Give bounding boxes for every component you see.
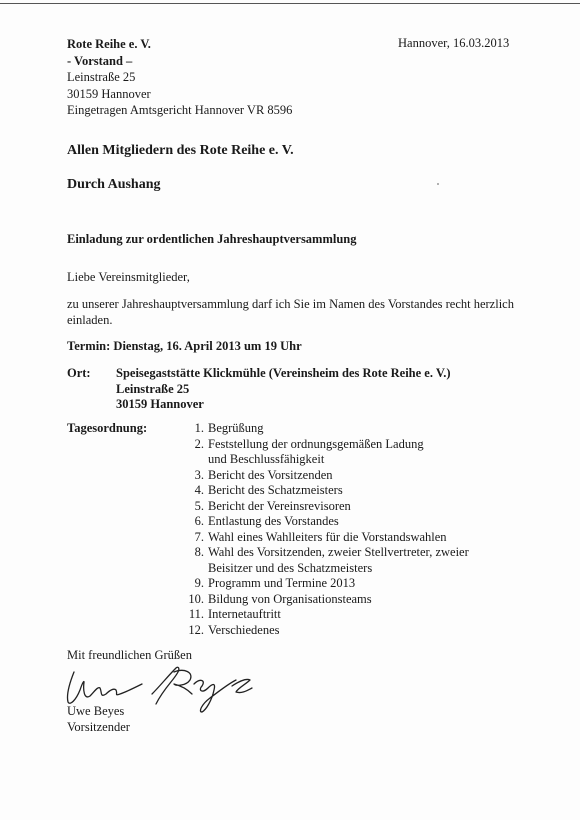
agenda-item-text: Bildung von Organisationsteams	[208, 591, 372, 606]
agenda-item-text: Verschiedenes	[208, 622, 280, 637]
agenda-item	[186, 437, 486, 468]
agenda-item-number: 9.	[194, 576, 204, 590]
agenda-item-number: 1.	[194, 421, 204, 435]
location-venue: Speisegaststätte Klickmühle (Vereinsheim des Rote Reihe e. V.)	[116, 366, 451, 380]
agenda-item-number: 12.	[188, 622, 204, 637]
posting-note: Durch Aushang	[67, 177, 161, 192]
agenda-item-text: Feststellung der ordnungsgemäßen Ladung und Beschlussfähigkeit	[208, 436, 424, 466]
sender-city: 30159 Hannover	[67, 86, 151, 101]
sender-street: Leinstraße 25	[67, 70, 136, 84]
agenda-item	[186, 499, 486, 515]
agenda-item	[186, 483, 486, 499]
agenda-item-text: Programm und Termine 2013	[208, 576, 356, 590]
salutation: Liebe Vereinsmitglieder,	[67, 270, 190, 284]
scan-speck	[437, 183, 439, 185]
sender-name: Rote Reihe e. V.	[67, 37, 151, 51]
agenda-item-number: 7.	[194, 529, 204, 544]
letter-date: Hannover, 16.03.2013	[398, 36, 510, 50]
agenda-item-text: Bericht der Vereinsrevisoren	[208, 498, 351, 513]
top-edge-line	[0, 3, 580, 4]
agenda-item-text: Wahl des Vorsitzenden, zweier Stellvertreter, zweier Beisitzer und des Schatzmeisters	[208, 545, 469, 575]
agenda-item-text: Wahl eines Wahlleiters für die Vorstandswahlen	[208, 529, 447, 544]
agenda-item	[186, 514, 486, 530]
location-city: 30159 Hannover	[116, 397, 204, 411]
agenda-item-number: 2.	[194, 436, 204, 451]
agenda-item-text: Internetauftritt	[208, 607, 281, 621]
subject-line: Einladung zur ordentlichen Jahreshauptversammlung	[67, 232, 357, 246]
agenda-item	[186, 607, 486, 623]
agenda-item-text: Bericht des Vorsitzenden	[208, 467, 333, 482]
agenda-label: Tagesordnung:	[67, 421, 148, 435]
agenda-item-number: 4.	[194, 483, 204, 497]
agenda-item	[186, 468, 486, 484]
location-label: Ort:	[67, 366, 91, 380]
location-block	[116, 366, 451, 413]
sender-board: - Vorstand –	[67, 53, 133, 68]
signer-name: Uwe Beyes	[67, 704, 125, 718]
agenda-list	[186, 421, 486, 638]
agenda-item-number: 3.	[194, 467, 204, 482]
agenda-item-number: 8.	[194, 545, 204, 559]
signer-role: Vorsitzender	[67, 719, 130, 734]
agenda-item-text: Bericht des Schatzmeisters	[208, 483, 343, 497]
agenda-item-number: 6.	[194, 514, 204, 528]
agenda-item	[186, 576, 486, 592]
recipient-line: Allen Mitgliedern des Rote Reihe e. V.	[67, 143, 294, 158]
agenda-item-number: 5.	[194, 498, 204, 513]
agenda-item-text: Begrüßung	[208, 421, 264, 435]
invitation-text: zu unserer Jahreshauptversammlung darf ich Sie im Namen des Vorstandes recht herzlich einladen.	[67, 297, 514, 327]
agenda-item	[186, 592, 486, 608]
agenda-item-text: Entlastung des Vorstandes	[208, 514, 339, 528]
agenda-item	[186, 623, 486, 639]
sender-block	[67, 36, 292, 119]
agenda-item-number: 11.	[188, 607, 204, 621]
agenda-item	[186, 545, 486, 576]
location-street: Leinstraße 25	[116, 381, 190, 396]
agenda-item	[186, 530, 486, 546]
closing-phrase: Mit freundlichen Grüßen	[67, 648, 192, 662]
agenda-item	[186, 421, 486, 437]
agenda-item-number: 10.	[188, 591, 204, 606]
sender-registry: Eingetragen Amtsgericht Hannover VR 8596	[67, 103, 293, 117]
meeting-date: Termin: Dienstag, 16. April 2013 um 19 Uhr	[67, 339, 302, 353]
signer-block	[67, 704, 130, 735]
